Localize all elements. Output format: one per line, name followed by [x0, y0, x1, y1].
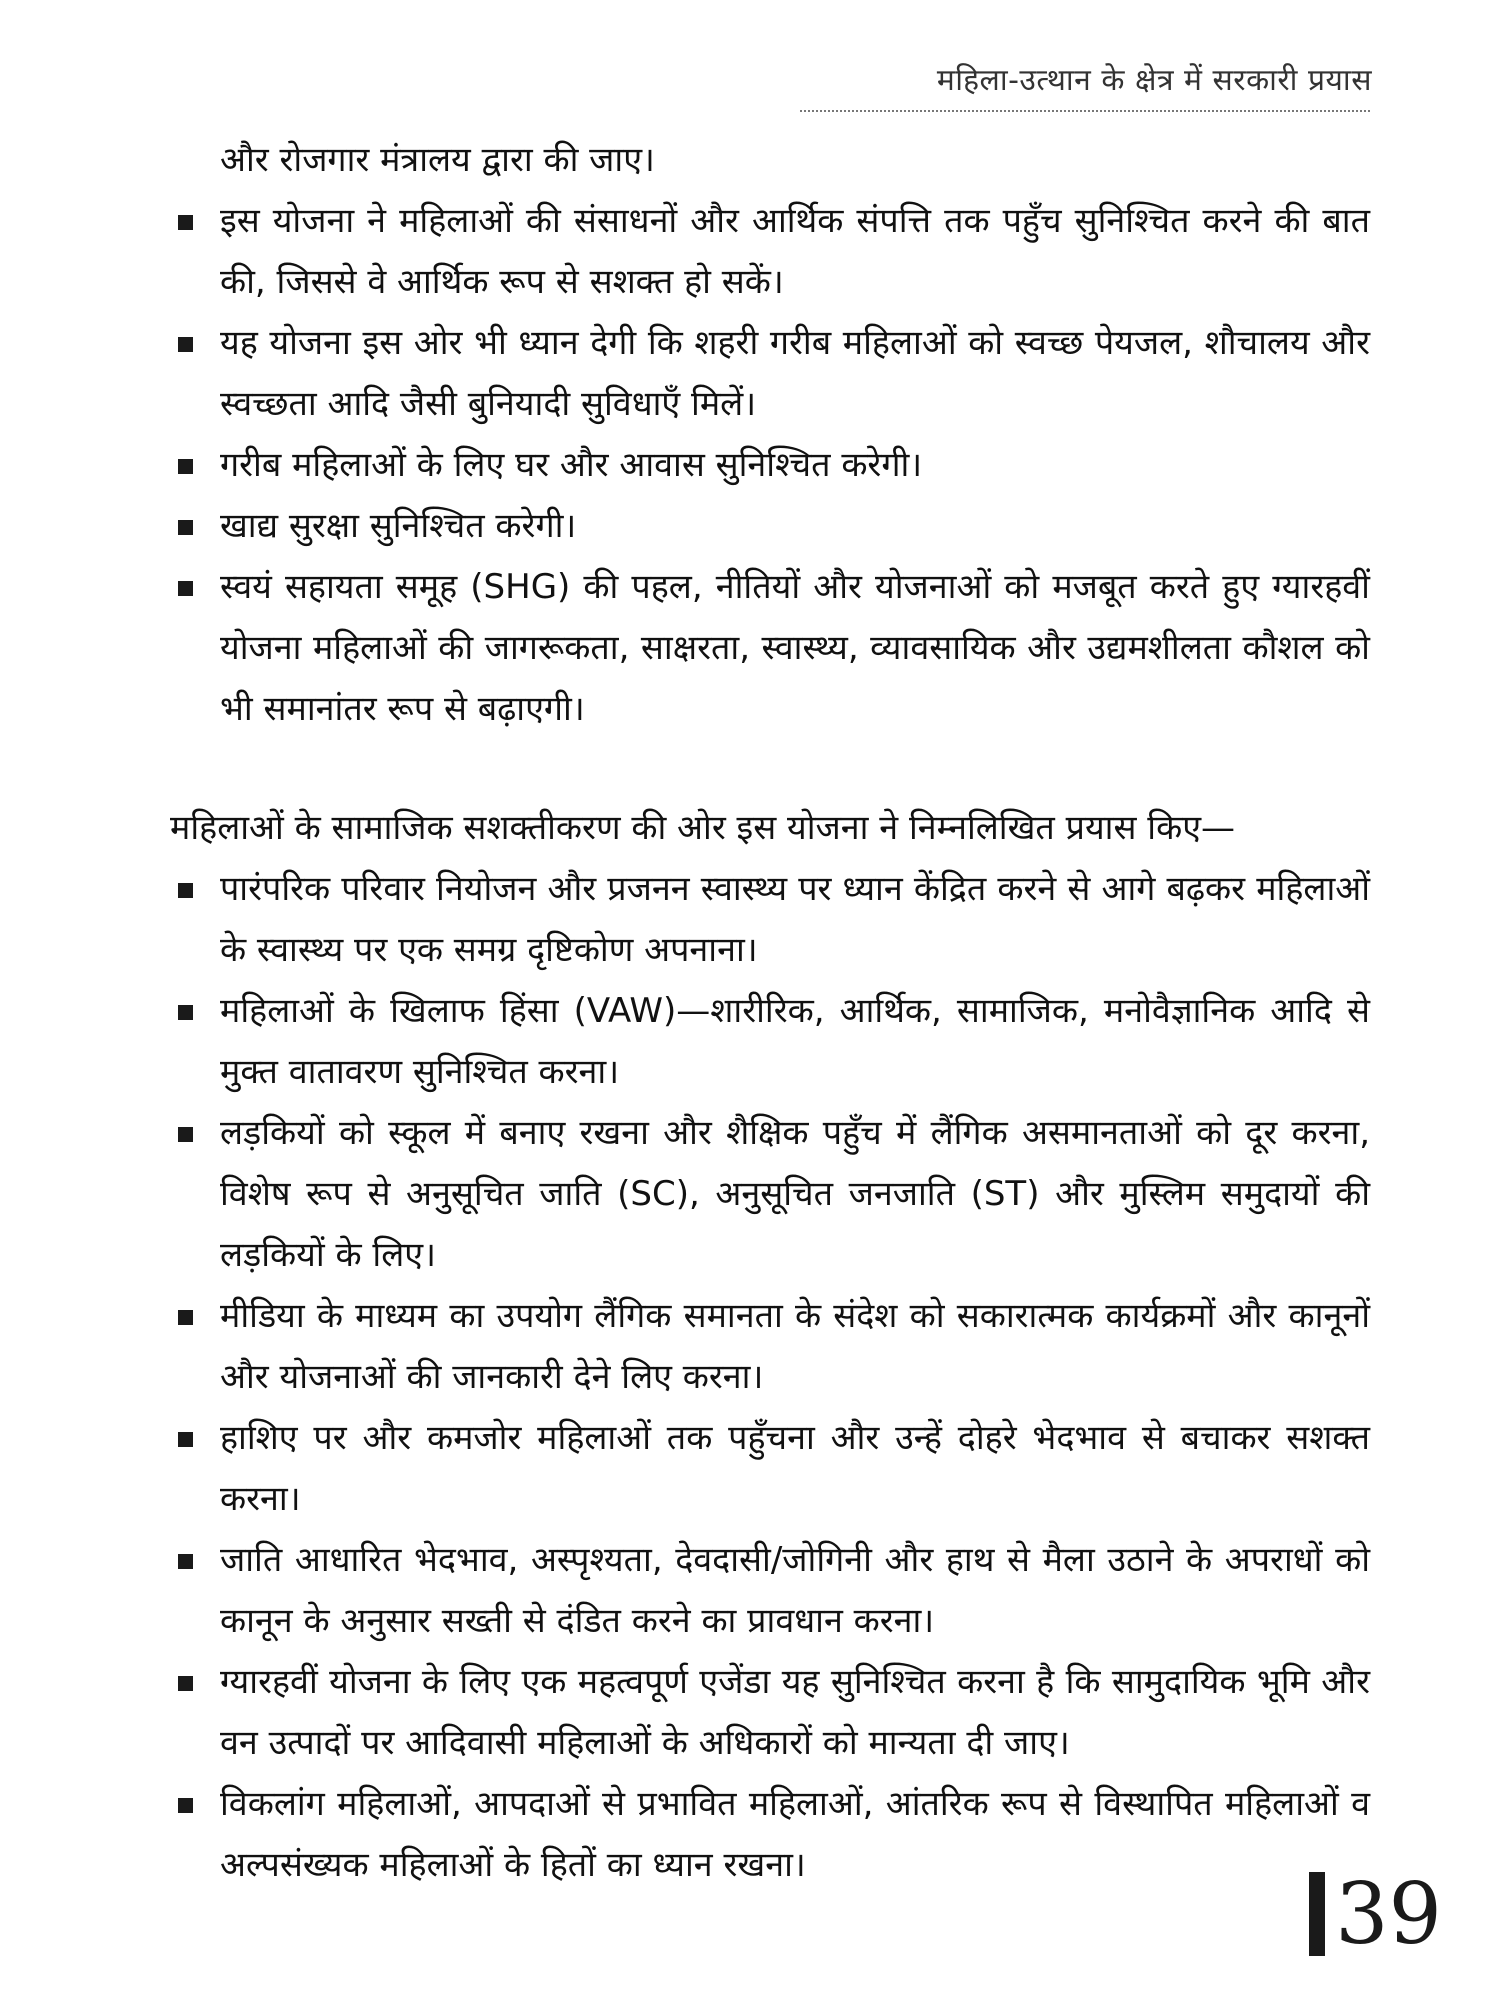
- square-bullet-icon: [178, 1127, 193, 1142]
- list-item: [170, 1774, 1370, 1896]
- list-item: [170, 435, 1370, 496]
- square-bullet-icon: [178, 581, 193, 596]
- square-bullet-icon: [178, 1676, 193, 1691]
- list-item-text: विकलांग महिलाओं, आपदाओं से प्रभावित महिलाओं, आंतरिक रूप से विस्थापित महिलाओं व अल्पसंख्यक महिलाओं के हितों का ध्यान रखना।: [220, 1784, 1370, 1885]
- page-number-text: 39: [1335, 1865, 1442, 1963]
- square-bullet-icon: [178, 1310, 193, 1325]
- bullet-list-2: [170, 859, 1370, 1896]
- page-number-bar: [1309, 1872, 1325, 1956]
- list-item: [170, 1530, 1370, 1652]
- list-item: [170, 313, 1370, 435]
- square-bullet-icon: [178, 1432, 193, 1447]
- square-bullet-icon: [178, 520, 193, 535]
- list-item: [170, 1652, 1370, 1774]
- list-item-text: जाति आधारित भेदभाव, अस्पृश्यता, देवदासी/जोगिनी और हाथ से मैला उठाने के अपराधों को कानून के अनुसार सख्ती से दंडित करने का प्रावधान करना।: [220, 1540, 1370, 1641]
- square-bullet-icon: [178, 883, 193, 898]
- list-item: [170, 1286, 1370, 1408]
- list-item: [170, 1408, 1370, 1530]
- list-item-text: गरीब महिलाओं के लिए घर और आवास सुनिश्चित करेगी।: [220, 445, 923, 485]
- list-item-text: इस योजना ने महिलाओं की संसाधनों और आर्थिक संपत्ति तक पहुँच सुनिश्चित करने की बात की, जिससे वे आर्थिक रूप से सशक्त हो सकें।: [220, 201, 1370, 302]
- list-item: [170, 191, 1370, 313]
- list-item-text: ग्यारहवीं योजना के लिए एक महत्वपूर्ण एजेंडा यह सुनिश्चित करना है कि सामुदायिक भूमि और वन उत्पादों पर आदिवासी महिलाओं के अधिकारों को मान्यता दी जाए।: [220, 1662, 1370, 1763]
- square-bullet-icon: [178, 337, 193, 352]
- list-item-text: महिलाओं के खिलाफ हिंसा (VAW)—शारीरिक, आर्थिक, सामाजिक, मनोवैज्ञानिक आदि से मुक्त वातावरण सुनिश्चित करना।: [220, 991, 1370, 1092]
- square-bullet-icon: [178, 1798, 193, 1813]
- list-item-text: पारंपरिक परिवार नियोजन और प्रजनन स्वास्थ्य पर ध्यान केंद्रित करने से आगे बढ़कर महिलाओं के स्वास्थ्य पर एक समग्र दृष्टिकोण अपनाना।: [220, 869, 1370, 970]
- running-header: महिला-उत्थान के क्षेत्र में सरकारी प्रयास: [936, 63, 1372, 98]
- list-item: [170, 496, 1370, 557]
- list-item-text: यह योजना इस ओर भी ध्यान देगी कि शहरी गरीब महिलाओं को स्वच्छ पेयजल, शौचालय और स्वच्छता आदि जैसी बुनियादी सुविधाएँ मिलें।: [220, 323, 1370, 424]
- intro-paragraph: महिलाओं के सामाजिक सशक्तीकरण की ओर इस योजना ने निम्नलिखित प्रयास किए—: [170, 808, 1235, 848]
- square-bullet-icon: [178, 1554, 193, 1569]
- page-number: [1309, 1865, 1442, 1963]
- list-item-text: मीडिया के माध्यम का उपयोग लैंगिक समानता के संदेश को सकारात्मक कार्यक्रमों और कानूनों और योजनाओं की जानकारी देने लिए करना।: [220, 1296, 1370, 1397]
- bullet-list-1: [170, 191, 1370, 740]
- square-bullet-icon: [178, 215, 193, 230]
- list-item-text: खाद्य सुरक्षा सुनिश्चित करेगी।: [220, 506, 577, 546]
- page-content: [170, 130, 1370, 1896]
- list-item: [170, 981, 1370, 1103]
- square-bullet-icon: [178, 459, 193, 474]
- continuation-line: और रोजगार मंत्रालय द्वारा की जाए।: [220, 140, 655, 180]
- list-item: [170, 557, 1370, 740]
- square-bullet-icon: [178, 1005, 193, 1020]
- list-item-text: हाशिए पर और कमजोर महिलाओं तक पहुँचना और उन्हें दोहरे भेदभाव से बचाकर सशक्त करना।: [220, 1418, 1370, 1519]
- list-item: [170, 1103, 1370, 1286]
- list-item-text: लड़कियों को स्कूल में बनाए रखना और शैक्षिक पहुँच में लैंगिक असमानताओं को दूर करना, विशेष रूप से अनुसूचित जाति (SC), अनुसूचित जनजाति (ST) और मुस्लिम समुदायों की लड़कियों के लिए।: [220, 1113, 1370, 1275]
- list-item: [170, 859, 1370, 981]
- list-item-text: स्वयं सहायता समूह (SHG) की पहल, नीतियों और योजनाओं को मजबूत करते हुए ग्यारहवीं योजना महिलाओं की जागरूकता, साक्षरता, स्वास्थ्य, व्यावसायिक और उद्यमशीलता कौशल को भी समानांतर रूप से बढ़ाएगी।: [220, 567, 1370, 729]
- header-rule: [800, 110, 1370, 112]
